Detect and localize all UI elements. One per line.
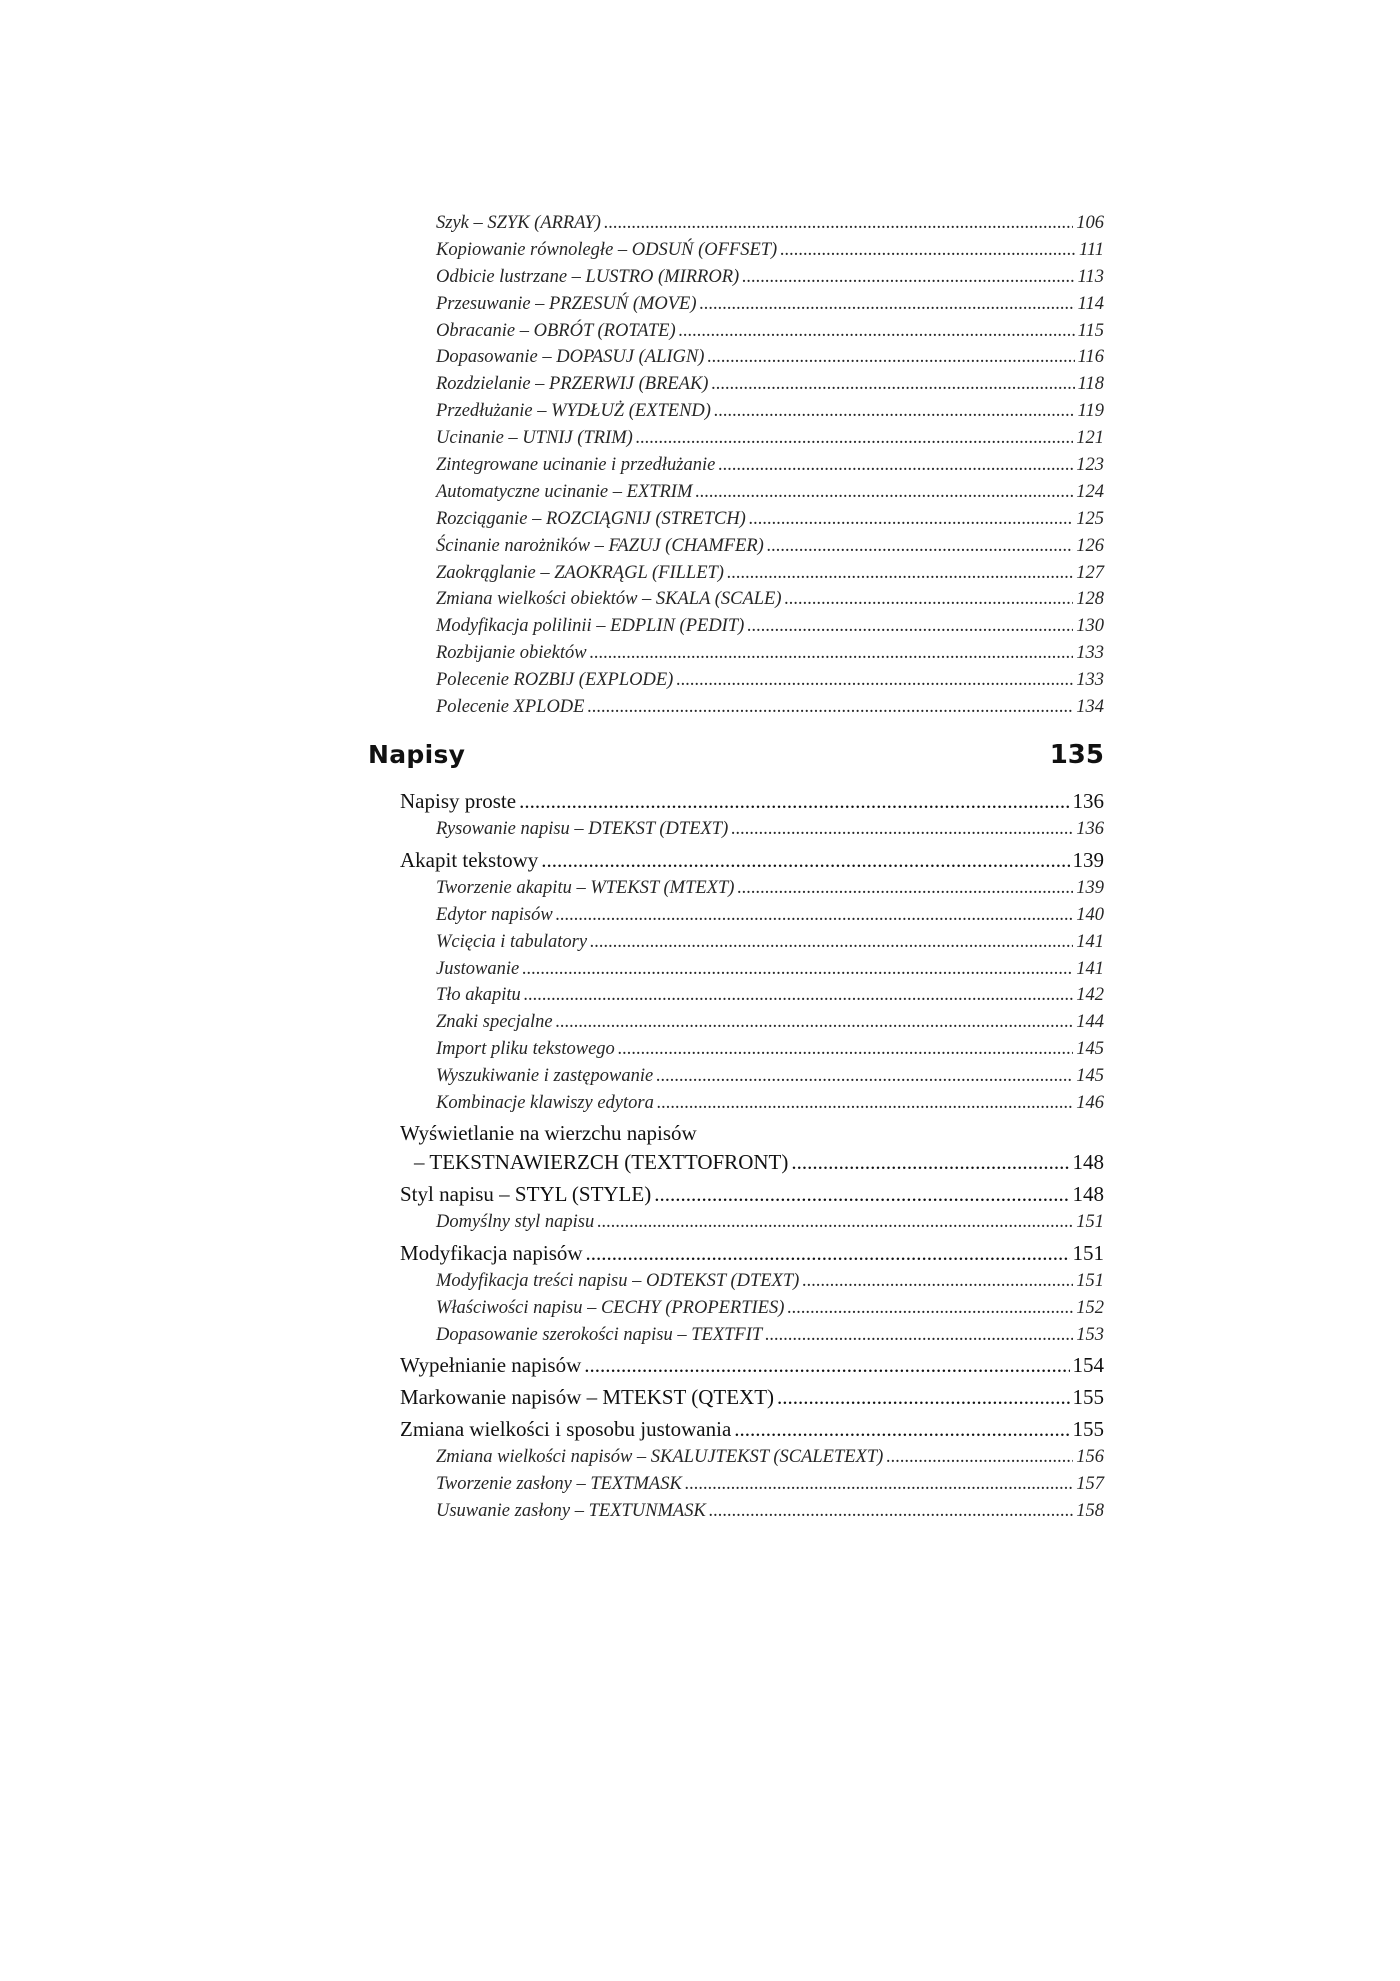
entry-title: Styl napisu – STYL (STYLE): [400, 1181, 652, 1206]
entry-title: Tworzenie zasłony – TEXTMASK: [436, 1474, 682, 1495]
entry-page: 134: [1076, 697, 1104, 718]
toc-top-list: [400, 210, 1104, 721]
toc-main-entry: [400, 1350, 1104, 1380]
entry-title: Kombinacje klawiszy edytora: [436, 1093, 654, 1114]
dot-leader: [524, 982, 1073, 1009]
toc-entry: [400, 640, 1104, 667]
toc-entry: [400, 902, 1104, 929]
dot-leader: [802, 1268, 1073, 1295]
entry-page: 118: [1077, 374, 1104, 395]
chapter-toc-list: [400, 786, 1104, 1525]
toc-entry: [400, 371, 1104, 398]
entry-page: 121: [1076, 428, 1104, 449]
dot-leader: [707, 344, 1074, 371]
entry-page: 156: [1076, 1447, 1104, 1468]
dot-leader: [785, 586, 1074, 613]
toc-entry: [400, 344, 1104, 371]
toc-main-entry-line1: Wyświetlanie na wierzchu napisów: [400, 1120, 697, 1145]
dot-leader: [742, 264, 1074, 291]
dot-leader: [587, 694, 1073, 721]
dot-leader: [727, 560, 1073, 587]
toc-entry: [400, 694, 1104, 721]
entry-page: 157: [1076, 1474, 1104, 1495]
entry-title: Akapit tekstowy: [400, 847, 539, 872]
entry-title: Edytor napisów: [436, 904, 553, 925]
toc-main-entry: [400, 1179, 1104, 1209]
dot-leader: [676, 667, 1073, 694]
dot-leader: [711, 371, 1074, 398]
toc-entry: [400, 613, 1104, 640]
toc-entry: [400, 1036, 1104, 1063]
toc-entry: [400, 264, 1104, 291]
toc-main-entry: [400, 786, 1104, 816]
entry-title: Odbicie lustrzane – LUSTRO (MIRROR): [436, 266, 740, 287]
entry-title: Ścinanie narożników – FAZUJ (CHAMFER): [436, 535, 764, 556]
entry-title: Właściwości napisu – CECHY (PROPERTIES): [436, 1297, 785, 1318]
toc-entry: [400, 452, 1104, 479]
dot-leader: [654, 1179, 1069, 1209]
toc-entry: [400, 982, 1104, 1009]
dot-leader: [519, 786, 1069, 816]
dot-leader: [556, 902, 1074, 929]
entry-title: Tło akapitu: [436, 985, 521, 1006]
entry-title: Obracanie – OBRÓT (ROTATE): [436, 320, 676, 341]
entry-title: Dopasowanie – DOPASUJ (ALIGN): [436, 347, 705, 368]
entry-page: 133: [1076, 670, 1104, 691]
dot-leader: [656, 1063, 1073, 1090]
entry-title: Usuwanie zasłony – TEXTUNMASK: [436, 1501, 706, 1522]
entry-title: Modyfikacja polilinii – EDPLIN (PEDIT): [436, 616, 745, 637]
toc-main-entry: [400, 1414, 1104, 1444]
dot-leader: [657, 1090, 1073, 1117]
toc-entry: [400, 1063, 1104, 1090]
entry-page: 128: [1076, 589, 1104, 610]
dot-leader: [780, 237, 1076, 264]
dot-leader: [586, 1238, 1070, 1268]
entry-page: 133: [1076, 643, 1104, 664]
dot-leader: [791, 1147, 1069, 1177]
toc-entry: [400, 318, 1104, 345]
toc-entry: [400, 956, 1104, 983]
entry-page: 113: [1077, 266, 1104, 287]
toc-main-entry: [400, 1238, 1104, 1268]
toc-main-entry-line2: [400, 1147, 1104, 1177]
entry-title: Dopasowanie szerokości napisu – TEXTFIT: [436, 1324, 763, 1345]
chapter-page: 135: [1049, 740, 1104, 770]
entry-page: 127: [1076, 562, 1104, 583]
dot-leader: [734, 1414, 1069, 1444]
dot-leader: [597, 1209, 1073, 1236]
toc-entry: [400, 560, 1104, 587]
toc-entry: [400, 1471, 1104, 1498]
entry-page: 139: [1072, 847, 1104, 872]
entry-page: 136: [1076, 819, 1104, 839]
toc-entry: [400, 210, 1104, 237]
toc-entry: [400, 929, 1104, 956]
chapter-heading: [368, 740, 1104, 770]
entry-title: Przesuwanie – PRZESUŃ (MOVE): [436, 293, 697, 314]
entry-title: Zmiana wielkości obiektów – SKALA (SCALE): [436, 589, 782, 610]
toc-main-entry: [400, 1382, 1104, 1412]
toc-main-entry: [400, 845, 1104, 875]
dot-leader: [556, 1009, 1074, 1036]
dot-leader: [685, 1471, 1073, 1498]
entry-page: 145: [1076, 1039, 1104, 1060]
entry-page: 142: [1076, 985, 1104, 1006]
dot-leader: [747, 613, 1073, 640]
entry-page: 151: [1072, 1240, 1104, 1265]
entry-page: 136: [1072, 789, 1104, 813]
entry-page: 148: [1072, 1181, 1104, 1206]
entry-page: 151: [1076, 1211, 1104, 1232]
entry-title: Ucinanie – UTNIJ (TRIM): [436, 428, 633, 449]
entry-page: 155: [1072, 1385, 1104, 1410]
dot-leader: [714, 398, 1075, 425]
dot-leader: [765, 1322, 1073, 1349]
entry-title: Zintegrowane ucinanie i przedłużanie: [436, 455, 716, 476]
entry-page: 152: [1076, 1297, 1104, 1318]
entry-page: 111: [1078, 239, 1104, 260]
entry-title: Tworzenie akapitu – WTEKST (MTEXT): [436, 877, 735, 898]
entry-page: 145: [1076, 1066, 1104, 1087]
dot-leader: [522, 956, 1073, 983]
entry-title: Zmiana wielkości napisów – SKALUJTEKST (SCALETEXT): [436, 1447, 884, 1468]
entry-page: 140: [1076, 904, 1104, 925]
entry-title: Markowanie napisów – MTEKST (QTEXT): [400, 1385, 775, 1410]
toc-entry: [400, 398, 1104, 425]
dot-leader: [787, 1295, 1073, 1322]
dot-leader: [886, 1444, 1073, 1471]
entry-page: 125: [1076, 508, 1104, 529]
toc-entry: [400, 533, 1104, 560]
toc-entry: [400, 291, 1104, 318]
entry-title: Automatyczne ucinanie – EXTRIM: [436, 481, 693, 502]
entry-title: Rozdzielanie – PRZERWIJ (BREAK): [436, 374, 709, 395]
entry-page: 114: [1077, 293, 1104, 314]
entry-title: Import pliku tekstowego: [436, 1039, 615, 1060]
dot-leader: [709, 1498, 1073, 1525]
entry-title: Znaki specjalne: [436, 1012, 553, 1033]
dot-leader: [700, 291, 1075, 318]
entry-title: Polecenie XPLODE: [436, 697, 585, 718]
entry-page: 158: [1076, 1501, 1104, 1522]
toc-entry: [400, 237, 1104, 264]
entry-page: 151: [1076, 1270, 1104, 1291]
toc-entry: [400, 816, 1104, 843]
entry-page: 155: [1072, 1417, 1104, 1442]
entry-title: Wcięcia i tabulatory: [436, 931, 588, 952]
toc-entry: [400, 1498, 1104, 1525]
entry-title: Modyfikacja napisów: [400, 1240, 583, 1265]
entry-title: Rozbijanie obiektów: [436, 643, 587, 664]
entry-title: Napisy proste: [400, 789, 517, 813]
toc-entry: [400, 1268, 1104, 1295]
entry-title: Justowanie: [436, 958, 520, 979]
dot-leader: [590, 640, 1074, 667]
entry-page: 154: [1072, 1353, 1104, 1378]
chapter-title: Napisy: [368, 740, 466, 769]
dot-leader: [767, 533, 1073, 560]
entry-title: Szyk – SZYK (ARRAY): [436, 213, 601, 233]
toc-entry: [400, 586, 1104, 613]
toc-entry: [400, 875, 1104, 902]
entry-title: Zaokrąglanie – ZAOKRĄGL (FILLET): [436, 562, 724, 583]
entry-page: 139: [1076, 877, 1104, 898]
entry-page: 141: [1076, 931, 1104, 952]
entry-title: Zmiana wielkości i sposobu justowania: [400, 1417, 732, 1442]
toc-entry: [400, 1090, 1104, 1117]
entry-page: 146: [1076, 1093, 1104, 1114]
entry-page: 106: [1076, 213, 1104, 233]
entry-page: 116: [1077, 347, 1104, 368]
entry-page: 148: [1072, 1149, 1104, 1174]
toc-entry: [400, 479, 1104, 506]
entry-title: Wyszukiwanie i zastępowanie: [436, 1066, 654, 1087]
dot-leader: [777, 1382, 1069, 1412]
toc-entry: [400, 1295, 1104, 1322]
dot-leader: [718, 452, 1073, 479]
entry-title: Domyślny styl napisu: [436, 1211, 595, 1232]
toc-entry: [400, 1209, 1104, 1236]
dot-leader: [636, 425, 1073, 452]
entry-page: 123: [1076, 455, 1104, 476]
entry-page: 119: [1077, 401, 1104, 422]
dot-leader: [618, 1036, 1073, 1063]
dot-leader: [731, 816, 1073, 843]
dot-leader: [749, 506, 1073, 533]
entry-title: Modyfikacja treści napisu – ODTEKST (DTEXT): [436, 1270, 800, 1291]
entry-page: 126: [1076, 535, 1104, 556]
dot-leader: [695, 479, 1073, 506]
dot-leader: [590, 929, 1073, 956]
dot-leader: [541, 845, 1069, 875]
toc-entry: [400, 1444, 1104, 1471]
entry-title: Wypełnianie napisów: [400, 1353, 582, 1378]
toc-entry: [400, 1322, 1104, 1349]
toc-entry: [400, 425, 1104, 452]
entry-page: 130: [1076, 616, 1104, 637]
entry-title: Polecenie ROZBIJ (EXPLODE): [436, 670, 674, 691]
toc-entry: [400, 506, 1104, 533]
entry-title: Rozciąganie – ROZCIĄGNIJ (STRETCH): [436, 508, 746, 529]
entry-page: 115: [1077, 320, 1104, 341]
dot-leader: [679, 318, 1075, 345]
dot-leader: [584, 1350, 1069, 1380]
entry-title: Przedłużanie – WYDŁUŻ (EXTEND): [436, 401, 711, 422]
entry-title: Rysowanie napisu – DTEKST (DTEXT): [436, 819, 729, 839]
dot-leader: [737, 875, 1073, 902]
entry-page: 144: [1076, 1012, 1104, 1033]
dot-leader: [604, 210, 1073, 237]
toc-entry: [400, 667, 1104, 694]
entry-page: 124: [1076, 481, 1104, 502]
entry-title: – TEKSTNAWIERZCH (TEXTTOFRONT): [414, 1149, 789, 1174]
toc-entry: [400, 1009, 1104, 1036]
entry-page: 153: [1076, 1324, 1104, 1345]
entry-title: Kopiowanie równoległe – ODSUŃ (OFFSET): [436, 239, 778, 260]
entry-page: 141: [1076, 958, 1104, 979]
